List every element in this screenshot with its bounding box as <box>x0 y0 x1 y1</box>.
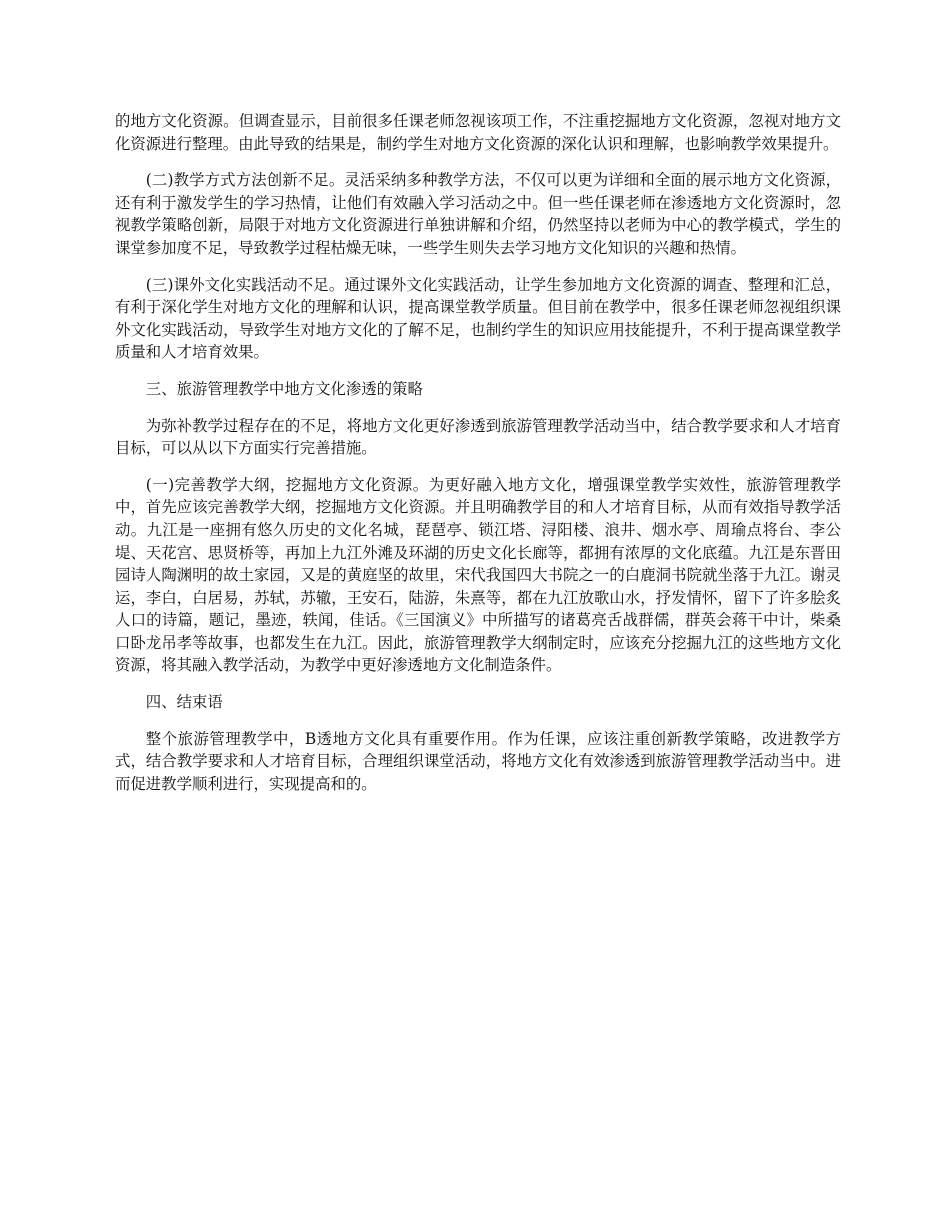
section-heading-strategies: 三、旅游管理教学中地方文化渗透的策略 <box>145 379 423 398</box>
document-body <box>115 110 841 809</box>
paragraph-intro-continuation: 的地方文化资源。但调查显示，目前很多任课老师忽视该项工作，不注重挖掘地方文化资源，忽视对地方文化资源进行整理。由此导致的结果是，制约学生对地方文化资源的深化认识和理解，也影响教学效果提升。 <box>115 112 841 153</box>
paragraph-teaching-methods: (二)教学方式方法创新不足。灵活采纳多种教学方法，不仅可以更为详细和全面的展示地方文化资源，还有利于激发学生的学习热情，让他们有效融入学习活动之中。但一些任课老师在渗透地方文化资源时，忽视教学策略创新，局限于对地方文化资源进行单独讲解和介绍，仍然坚持以老师为中心的教学模式，学生的课堂参加度不足，导致教学过程枯燥无味，一些学生则失去学习地方文化知识的兴趣和热情。 <box>115 171 841 257</box>
paragraph-strategies-intro: 为弥补教学过程存在的不足，将地方文化更好渗透到旅游管理教学活动当中，结合教学要求和人才培育目标，可以从以下方面实行完善措施。 <box>115 416 841 458</box>
paragraph-improve-syllabus: (一)完善教学大纲，挖掘地方文化资源。为更好融入地方文化，增强课堂教学实效性，旅游管理教学中，首先应该完善教学大纲，挖掘地方文化资源。并且明确教学目的和人才培育目标，从而有效指导教学活动。九江是一座拥有悠久历史的文化名城，琵琶亭、锁江塔、浔阳楼、浪井、烟水亭、周瑜点将台、李公堤、天花宫、思贤桥等，再加上九江外滩及环湖的历史文化长廊等，都拥有浓厚的文化底蕴。九江是东晋田园诗人陶渊明的故土家园，又是的黄庭坚的故里，宋代我国四大书院之一的白鹿洞书院就坐落于九江。谢灵运，李白，白居易，苏轼，苏辙，王安石，陆游，朱熹等，都在九江放歌山水，抒发情怀，留下了许多脍炙人口的诗篇，题记，墨迹，轶闻，佳话。《三国演义》中所描写的诸葛亮舌战群儒，群英会蒋干中计，柴桑口卧龙吊孝等故事，也都发生在九江。因此，旅游管理教学大纲制定时，应该充分挖掘九江的这些地方文化资源，将其融入教学活动，为教学中更好渗透地方文化制造条件。 <box>115 475 841 675</box>
section-heading-conclusion: 四、结束语 <box>145 693 223 712</box>
paragraph-conclusion: 整个旅游管理教学中，B透地方文化具有重要作用。作为任课，应该注重创新教学策略，改进教学方式，结合教学要求和人才培育目标，合理组织课堂活动，将地方文化有效渗透到旅游管理教学活动当中。进而促进教学顺利进行，实现提高和的。 <box>115 729 841 793</box>
paragraph-extracurricular-practice: (三)课外文化实践活动不足。通过课外文化实践活动，让学生参加地方文化资源的调查、整理和汇总，有利于深化学生对地方文化的理解和认识，提高课堂教学质量。但目前在教学中，很多任课老师忽视组织课外文化实践活动，导致学生对地方文化的了解不足，也制约学生的知识应用技能提升，不利于提高课堂教学质量和人才培育效果。 <box>115 275 841 362</box>
